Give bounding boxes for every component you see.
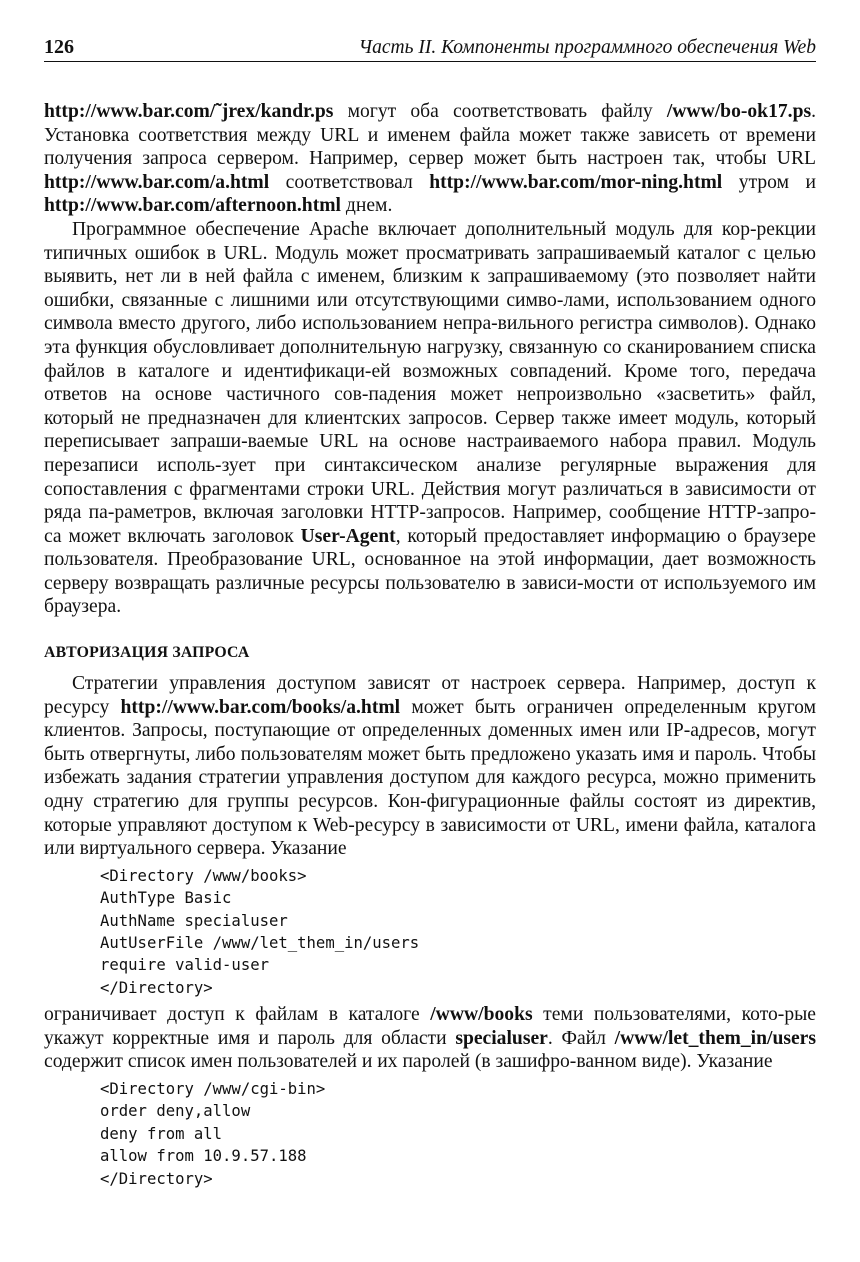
paragraph-apache-module: Программное обеспечение Apache включает дополнительный модуль для кор-рекции типичных ошибок в URL. Модуль может просматривать запрашиваемый каталог с целью выявить, нет ли в ней файла с именем, близким к запрашиваемому (это позволяет найти ошибки, связанные с лишними или отсутствующими симво-лами, использованием одного символа вместо другого, либо использованием непра-вильного регистра символов). Однако эта функция обусловливает дополнительную нагрузку, связанную со сканированием списка файлов в каталоге и идентификаци-ей возможных совпадений. Кроме того, передача ответов на основе частичного сов-падения может непроизвольно «засветить» файл, который не предназначен для клиентских запросов. Сервер также имеет модуль, который переписывает запраши-ваемые URL на основе настраиваемого набора правил. Модуль перезаписи исполь-зует при синтаксическом анализе регулярные выражения для сопоставления с фрагментами строки URL. Действия могут различаться в зависимости от ряда па-раметров, включая заголовки HTTP-запросов. Например, сообщение HTTP-запро-са может включать заголовок User-Agent, который предоставляет информацию о браузере пользователя. Преобразование URL, основанное на этой информации, дает возможность серверу возвращать различные ресурсы пользователю в зависи-мости от используемого им браузера. bbox=[44, 218, 816, 618]
running-title: Часть II. Компоненты программного обеспечения Web bbox=[358, 37, 816, 58]
page-header bbox=[44, 36, 816, 62]
code-line: require valid-user bbox=[100, 956, 269, 975]
code-line: </Directory> bbox=[100, 978, 213, 997]
paragraph-url-mapping: http://www.bar.com/˜jrex/kandr.ps могут оба соответствовать файлу /www/bo-ok17.ps. Установка соответствия между URL и именем файла может также зависеть от времени получения запроса сервером. Например, сервер может быть настроен так, чтобы URL http://www.bar.com/a.html соответствовал http://www.bar.com/mor-ning.html утром и http://www.bar.com/afternoon.html днем. bbox=[44, 101, 816, 217]
paragraph-access-strategy: Стратегии управления доступом зависят от настроек сервера. Например, доступ к ресурсу http://www.bar.com/books/a.html может быть ограничен определенным кругом клиентов. Запросы, поступающие от определенных доменных имен или IP-адресов, могут быть отвергнуты, либо пользователям может быть предложено указать имя и пароль. Чтобы избежать задания стратегии управления доступом для каждого ресурса, можно применить одну стратегию для группы ресурсов. Кон-фигурационные файлы состоят из директив, которые управляют доступом к Web-ресурсу в зависимости от URL, имени файла, каталога или виртуального сервера. Указание bbox=[44, 673, 816, 860]
code-block-cgi-bin bbox=[100, 1078, 816, 1190]
code-line: <Directory /www/cgi-bin> bbox=[100, 1079, 326, 1098]
code-line: </Directory> bbox=[100, 1169, 213, 1188]
code-line: <Directory /www/books> bbox=[100, 866, 307, 885]
url-morning: http://www.bar.com/mor-ning.html bbox=[429, 171, 723, 193]
url-books-a: http://www.bar.com/books/a.html bbox=[120, 696, 401, 718]
paragraph-restriction: ограничивает доступ к файлам в каталоге /www/books теми пользователями, кото-рые укажут корректные имя и пароль для области specialuser. Файл /www/let_them_in/users содержит список имен пользователей и их паролей (в зашифро-ванном виде). Указание bbox=[44, 1004, 816, 1073]
realm-specialuser: specialuser bbox=[455, 1027, 548, 1049]
url-jrex: http://www.bar.com/˜jrex/kandr.ps bbox=[44, 101, 334, 122]
dir-books: /www/books bbox=[430, 1004, 533, 1026]
page-number: 126 bbox=[44, 36, 74, 58]
url-afternoon: http://www.bar.com/afternoon.html bbox=[44, 195, 341, 217]
url-a-html: http://www.bar.com/a.html bbox=[44, 171, 270, 193]
file-users: /www/let_them_in/users bbox=[614, 1027, 816, 1049]
file-book17: /www/bo-ok17.ps bbox=[666, 101, 812, 122]
code-line: deny from all bbox=[100, 1124, 223, 1143]
code-line: allow from 10.9.57.188 bbox=[100, 1147, 307, 1166]
code-line: AuthName specialuser bbox=[100, 911, 288, 930]
user-agent-term: User-Agent bbox=[300, 525, 396, 547]
code-line: AuthType Basic bbox=[100, 889, 232, 908]
code-line: AutUserFile /www/let_them_in/users bbox=[100, 933, 420, 952]
code-line: order deny,allow bbox=[100, 1102, 251, 1121]
code-block-books bbox=[100, 865, 816, 999]
section-heading: АВТОРИЗАЦИЯ ЗАПРОСА bbox=[44, 644, 250, 662]
